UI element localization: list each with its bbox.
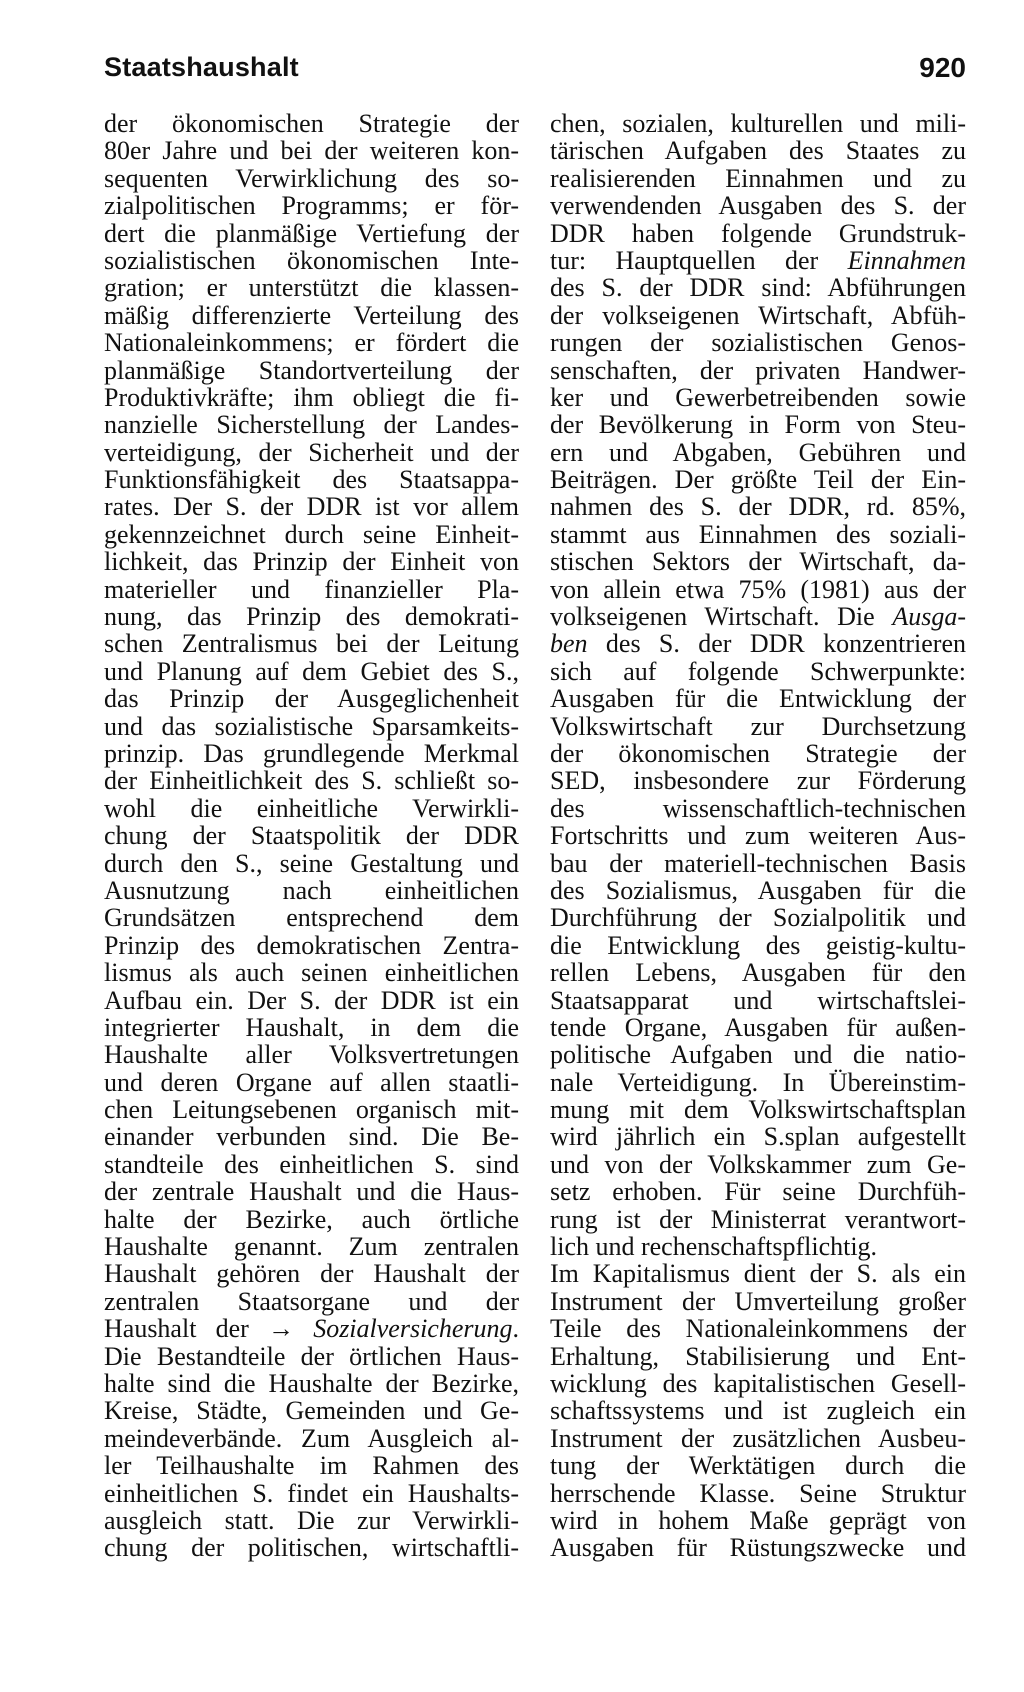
line-text: der zentrale Haushalt und die Haus- <box>104 1177 519 1207</box>
line-text: Grundsätzen entsprechend dem <box>104 903 519 933</box>
text-line <box>104 1507 519 1534</box>
text-line <box>550 466 966 493</box>
line-text: stischen Sektors der Wirtschaft, da- <box>550 547 966 577</box>
text-line <box>550 740 966 767</box>
line-text: standteile des einheitlichen S. sind <box>104 1149 519 1179</box>
text-line <box>550 795 966 822</box>
text-line <box>104 822 519 849</box>
line-text: bau der materiell-technischen Basis <box>550 848 966 878</box>
text-line <box>104 1452 519 1479</box>
text-line <box>104 1425 519 1452</box>
line-text: der volkseigenen Wirtschaft, Abfüh- <box>550 300 966 330</box>
line-text: nahmen des S. der DDR, rd. 85%, <box>550 492 966 522</box>
line-text: Prinzip des demokratischen Zentra- <box>104 930 519 960</box>
text-line <box>550 713 966 740</box>
line-text: Instrument der zusätzlichen Ausbeu- <box>550 1423 966 1453</box>
line-text: Ausgaben für Rüstungszwecke und <box>550 1533 966 1563</box>
text-line <box>550 357 966 384</box>
line-text: wicklung des kapitalistischen Gesell- <box>550 1368 966 1398</box>
line-text: ausgleich statt. Die zur Verwirkli- <box>104 1505 519 1535</box>
line-text: Staatsapparat und wirtschaftslei- <box>550 985 966 1015</box>
line-text: der ökonomischen Strategie der <box>104 109 519 138</box>
text-line <box>104 685 519 712</box>
line-text: von allein etwa 75% (1981) aus der <box>550 574 966 604</box>
text-line <box>550 877 966 904</box>
line-text: durch den S., seine Gestaltung und <box>104 848 519 878</box>
line-text: wird jährlich ein S.splan aufgestellt <box>550 1122 966 1152</box>
line-text: dert die planmäßige Vertiefung der <box>104 218 519 248</box>
text-line <box>104 904 519 931</box>
line-text: Im Kapitalismus dient der S. als ein <box>550 1259 966 1289</box>
line-text: und das sozialistische Sparsamkeits- <box>104 711 519 741</box>
text-line <box>104 630 519 657</box>
text-line <box>104 713 519 740</box>
text-line <box>550 1041 966 1068</box>
text-line <box>104 576 519 603</box>
text-line <box>104 932 519 959</box>
text-line <box>104 1534 519 1561</box>
line-text: Haushalte aller Volksvertretungen <box>104 1040 519 1070</box>
text-line <box>550 220 966 247</box>
line-text: gration; er unterstützt die klassen- <box>104 273 519 303</box>
text-line <box>104 740 519 767</box>
line-text: chung der politischen, wirtschaftli- <box>104 1533 519 1563</box>
text-line <box>104 1315 519 1342</box>
line-text: verwendenden Ausgaben des S. der <box>550 191 966 221</box>
text-line <box>550 1069 966 1096</box>
text-line <box>104 1480 519 1507</box>
text-column-right <box>550 110 966 1562</box>
line-text: des S. der DDR konzentrieren <box>587 629 966 659</box>
text-line <box>550 1206 966 1233</box>
line-text: Kreise, Städte, Gemeinden und Ge- <box>104 1396 519 1426</box>
text-line <box>104 795 519 822</box>
text-line <box>104 110 519 137</box>
line-text: DDR haben folgende Grundstruk- <box>550 218 966 248</box>
text-line <box>104 877 519 904</box>
text-line <box>104 1343 519 1370</box>
text-line <box>550 192 966 219</box>
text-line <box>550 137 966 164</box>
line-text: Teile des Nationaleinkommens der <box>550 1314 966 1344</box>
text-line <box>104 274 519 301</box>
text-column-left <box>104 110 519 1562</box>
line-text: rates. Der S. der DDR ist vor allem <box>104 492 519 522</box>
line-text: halte sind die Haushalte der Bezirke, <box>104 1368 519 1398</box>
line-text: Volkswirtschaft zur Durchsetzung <box>550 711 966 741</box>
text-line <box>550 493 966 520</box>
text-line <box>550 548 966 575</box>
line-text: des wissenschaftlich-technischen <box>550 793 966 823</box>
text-line <box>550 850 966 877</box>
text-line <box>104 658 519 685</box>
line-text: Ausgaben für die Entwicklung der <box>550 684 966 714</box>
text-line <box>104 1151 519 1178</box>
line-text: des S. der DDR sind: Abführungen <box>550 273 966 303</box>
text-line <box>550 685 966 712</box>
text-line <box>104 850 519 877</box>
line-text: zentralen Staatsorgane und der <box>104 1286 519 1316</box>
line-text: tende Organe, Ausgaben für außen- <box>550 1012 966 1042</box>
line-text: wird in hohem Maße geprägt von <box>550 1505 966 1535</box>
text-line <box>550 1370 966 1397</box>
line-text: verteidigung, der Sicherheit und der <box>104 437 519 467</box>
text-line <box>104 1123 519 1150</box>
text-line <box>550 822 966 849</box>
text-line <box>550 1178 966 1205</box>
line-text: sozialistischen ökonomischen Inte- <box>104 245 519 275</box>
line-text: politische Aufgaben und die natio- <box>550 1040 966 1070</box>
text-line <box>104 603 519 630</box>
line-text: wohl die einheitliche Verwirkli- <box>104 793 519 823</box>
text-line <box>104 1096 519 1123</box>
line-text: mung mit dem Volkswirtschaftsplan <box>550 1095 966 1125</box>
line-text: ker und Gewerbetreibenden sowie <box>550 382 966 412</box>
line-text: setz erhoben. Für seine Durchfüh- <box>550 1177 966 1207</box>
line-text: chen Leitungsebenen organisch mit- <box>104 1095 519 1125</box>
line-text: der ökonomischen Strategie der <box>550 738 966 768</box>
line-text: integrierter Haushalt, in dem die <box>104 1012 519 1042</box>
text-line <box>104 411 519 438</box>
text-line <box>550 165 966 192</box>
text-line <box>550 302 966 329</box>
text-line <box>550 329 966 356</box>
text-line <box>104 1260 519 1287</box>
line-text: lismus als auch seinen einheitlichen <box>104 958 519 988</box>
text-line <box>104 137 519 164</box>
line-text: realisierenden Einnahmen und zu <box>550 163 966 193</box>
text-line <box>104 1178 519 1205</box>
line-text: Funktionsfähigkeit des Staatsappa- <box>104 465 519 495</box>
text-line <box>550 274 966 301</box>
line-text: Produktivkräfte; ihm obliegt die fi- <box>104 382 519 412</box>
page-number: 920 <box>919 52 966 83</box>
line-text: ler Teilhaushalte im Rahmen des <box>104 1451 519 1481</box>
text-line <box>104 247 519 274</box>
line-text: herrschende Klasse. Seine Struktur <box>550 1478 966 1508</box>
text-line <box>104 220 519 247</box>
text-line <box>550 932 966 959</box>
line-text: und deren Organe auf allen staatli- <box>104 1067 519 1097</box>
line-text: lich und rechenschaftspflichtig. <box>550 1232 878 1262</box>
text-line <box>104 959 519 986</box>
text-line <box>104 548 519 575</box>
line-text: und Planung auf dem Gebiet des S., <box>104 656 519 686</box>
line-text: schaftssystems und ist zugleich ein <box>550 1396 966 1426</box>
text-line <box>104 1206 519 1233</box>
line-text: das Prinzip der Ausgeglichenheit <box>104 684 519 714</box>
text-line <box>550 603 966 630</box>
line-text: die Entwicklung des geistig-kultu- <box>550 930 966 960</box>
text-line <box>550 959 966 986</box>
text-line <box>104 1041 519 1068</box>
text-line <box>550 1288 966 1315</box>
line-text: Die Bestandteile der örtlichen Haus- <box>104 1341 519 1371</box>
page-header <box>104 52 966 92</box>
line-text-after: . <box>512 1314 519 1344</box>
text-line <box>550 439 966 466</box>
line-text: materieller und finanzieller Pla- <box>104 574 519 604</box>
text-line <box>550 411 966 438</box>
line-text: senschaften, der privaten Handwer- <box>550 355 966 385</box>
text-line <box>550 1123 966 1150</box>
running-head: Staatshaushalt <box>104 52 299 82</box>
text-line <box>104 1069 519 1096</box>
line-text: der Einheitlichkeit des S. schließt so- <box>104 766 519 796</box>
text-line <box>550 1096 966 1123</box>
text-line <box>104 384 519 411</box>
line-text: Instrument der Umverteilung großer <box>550 1286 966 1316</box>
text-line <box>104 493 519 520</box>
text-line <box>550 767 966 794</box>
line-text: prinzip. Das grundlegende Merkmal <box>104 738 519 768</box>
text-line <box>550 384 966 411</box>
line-text: lichkeit, das Prinzip der Einheit von <box>104 547 519 577</box>
italic-term: ben <box>550 629 588 659</box>
line-text: des Sozialismus, Ausgaben für die <box>550 875 966 905</box>
line-text: 80er Jahre und bei der weiteren kon- <box>104 136 519 166</box>
text-line <box>550 1507 966 1534</box>
line-text: Haushalt der → <box>104 1314 314 1344</box>
text-line <box>104 192 519 219</box>
text-line <box>104 1233 519 1260</box>
text-line <box>104 987 519 1014</box>
line-text: Haushalt gehören der Haushalt der <box>104 1259 519 1289</box>
text-line <box>550 1343 966 1370</box>
text-line <box>550 1233 966 1260</box>
italic-term: Einnahmen <box>847 245 966 275</box>
line-text: nanzielle Sicherstellung der Landes- <box>104 410 519 440</box>
line-text: rung ist der Ministerrat verantwort- <box>550 1204 966 1234</box>
line-text: rungen der sozialistischen Genos- <box>550 328 966 358</box>
text-line <box>104 302 519 329</box>
line-text: meindeverbände. Zum Ausgleich al- <box>104 1423 519 1453</box>
text-line <box>104 1397 519 1424</box>
text-line <box>104 466 519 493</box>
text-line <box>104 439 519 466</box>
line-text: zialpolitischen Programms; er för- <box>104 191 519 221</box>
text-line <box>550 630 966 657</box>
line-text: ern und Abgaben, Gebühren und <box>550 437 966 467</box>
text-line <box>550 1260 966 1287</box>
text-line <box>550 1151 966 1178</box>
line-text: Aufbau ein. Der S. der DDR ist ein <box>104 985 519 1015</box>
line-text: nale Verteidigung. In Übereinstim- <box>550 1067 966 1097</box>
text-line <box>104 329 519 356</box>
line-text: Beiträgen. Der größte Teil der Ein- <box>550 465 966 495</box>
text-line <box>104 1014 519 1041</box>
text-line <box>550 110 966 137</box>
text-line <box>550 521 966 548</box>
text-line <box>550 1425 966 1452</box>
line-text: chung der Staatspolitik der DDR <box>104 821 519 851</box>
line-text: gekennzeichnet durch seine Einheit- <box>104 519 519 549</box>
text-line <box>550 576 966 603</box>
line-text: der Bevölkerung in Form von Steu- <box>550 410 966 440</box>
line-text: tärischen Aufgaben des Staates zu <box>550 136 966 166</box>
line-text: Haushalte genannt. Zum zentralen <box>104 1232 519 1262</box>
line-text: stammt aus Einnahmen des soziali- <box>550 519 966 549</box>
line-text: nung, das Prinzip des demokrati- <box>104 602 519 632</box>
line-text: und von der Volkskammer zum Ge- <box>550 1149 966 1179</box>
line-text: Fortschritts und zum weiteren Aus- <box>550 821 966 851</box>
text-line <box>550 904 966 931</box>
text-line <box>550 1452 966 1479</box>
text-line <box>104 165 519 192</box>
text-line <box>104 357 519 384</box>
line-text: chen, sozialen, kulturellen und mili- <box>550 109 966 138</box>
text-line <box>550 1315 966 1342</box>
line-text: volkseigenen Wirtschaft. Die <box>550 602 893 632</box>
text-line <box>550 1534 966 1561</box>
text-line <box>550 247 966 274</box>
line-text: planmäßige Standortverteilung der <box>104 355 519 385</box>
text-line <box>104 521 519 548</box>
text-line <box>550 658 966 685</box>
text-line <box>550 987 966 1014</box>
text-line <box>550 1397 966 1424</box>
line-text: tur: Hauptquellen der <box>550 245 848 275</box>
line-text: halte der Bezirke, auch örtliche <box>104 1204 519 1234</box>
line-text: tung der Werktätigen durch die <box>550 1451 966 1481</box>
text-line <box>104 1370 519 1397</box>
text-line <box>550 1014 966 1041</box>
italic-term: Ausga- <box>892 602 966 632</box>
line-text: sequenten Verwirklichung des so- <box>104 163 519 193</box>
line-text: schen Zentralismus bei der Leitung <box>104 629 519 659</box>
line-text: sich auf folgende Schwerpunkte: <box>550 656 966 686</box>
line-text: Ausnutzung nach einheitlichen <box>104 875 519 905</box>
text-line <box>550 1480 966 1507</box>
line-text: SED, insbesondere zur Förderung <box>550 766 966 796</box>
line-text: einheitlichen S. findet ein Haushalts- <box>104 1478 519 1508</box>
text-line <box>104 1288 519 1315</box>
line-text: einander verbunden sind. Die Be- <box>104 1122 519 1152</box>
line-text: mäßig differenzierte Verteilung des <box>104 300 519 330</box>
text-line <box>104 767 519 794</box>
line-text: Nationaleinkommens; er fördert die <box>104 328 519 358</box>
line-text: Erhaltung, Stabilisierung und Ent- <box>550 1341 966 1371</box>
italic-term: Sozialversicherung <box>313 1314 513 1344</box>
line-text: Durchführung der Sozialpolitik und <box>550 903 966 933</box>
line-text: rellen Lebens, Ausgaben für den <box>550 958 966 988</box>
